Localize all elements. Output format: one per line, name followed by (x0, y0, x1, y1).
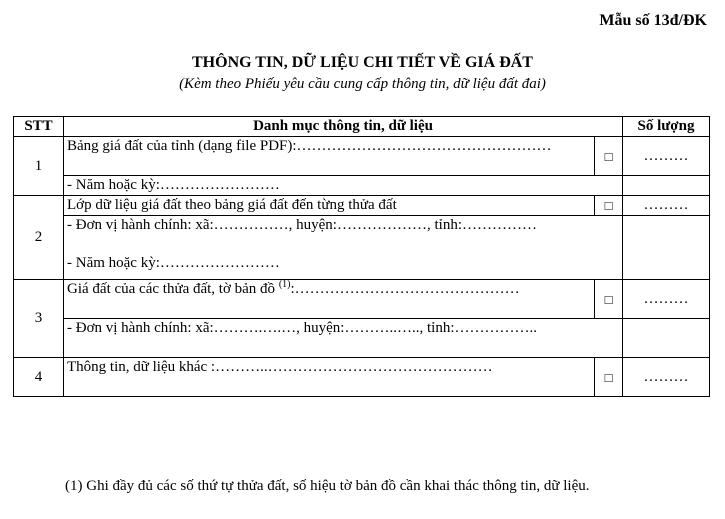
row-number: 3 (14, 280, 64, 358)
quantity-field[interactable]: ……… (623, 196, 710, 216)
table-row (14, 196, 710, 216)
checkbox[interactable]: □ (595, 137, 623, 176)
document-title: THÔNG TIN, DỮ LIỆU CHI TIẾT VỀ GIÁ ĐẤT (192, 54, 533, 71)
checkbox[interactable]: □ (595, 280, 623, 319)
quantity-field[interactable]: ……… (623, 280, 710, 319)
document-subtitle: (Kèm theo Phiếu yêu cầu cung cấp thông tin, dữ liệu đất đai) (179, 76, 546, 92)
item-description: Bảng giá đất của tỉnh (dạng file PDF):…………………………………………… (64, 137, 595, 176)
row-number: 2 (14, 196, 64, 280)
quantity-empty-cell (623, 319, 710, 358)
table-row (14, 358, 710, 397)
footnote-marker: (1) (278, 279, 291, 290)
item-period: - Năm hoặc kỳ:…………………… (64, 176, 623, 196)
item-period: - Năm hoặc kỳ:…………………… (67, 255, 280, 271)
table-row (14, 137, 710, 176)
table-row (14, 319, 710, 358)
form-number: Mẫu số 13đ/ĐK (599, 12, 707, 29)
quantity-empty-cell (623, 216, 710, 280)
header-stt: STT (14, 117, 64, 137)
item-description: Lớp dữ liệu giá đất theo bảng giá đất đến từng thửa đất (64, 196, 595, 216)
row-number: 1 (14, 137, 64, 196)
item-description-tail: :……………………………………… (290, 281, 520, 297)
quantity-field[interactable]: ……… (623, 137, 710, 176)
quantity-empty-cell (623, 176, 710, 196)
table-row (14, 216, 710, 280)
header-category: Danh mục thông tin, dữ liệu (64, 117, 623, 137)
item-admin-unit (64, 216, 623, 280)
checkbox[interactable]: □ (595, 358, 623, 397)
data-request-table (13, 116, 710, 397)
quantity-field[interactable]: ……… (623, 358, 710, 397)
header-quantity: Số lượng (623, 117, 710, 137)
item-description (64, 280, 595, 319)
table-header-row (14, 117, 710, 137)
admin-unit-line: - Đơn vị hành chính: xã:……………, huyện:………………, tỉnh:…………… (67, 217, 537, 233)
checkbox[interactable]: □ (595, 196, 623, 216)
item-description: Thông tin, dữ liệu khác :………..……………………………………… (64, 358, 595, 397)
item-admin-unit: - Đơn vị hành chính: xã:……….….…, huyện:………..….., tỉnh:…………….. (64, 319, 623, 358)
row-number: 4 (14, 358, 64, 397)
table-row (14, 176, 710, 196)
item-description-text: Giá đất của các thửa đất, tờ bản đồ (67, 281, 276, 297)
footnote: (1) Ghi đầy đủ các số thứ tự thửa đất, số hiệu tờ bản đồ cần khai thác thông tin, dữ liệu. (65, 478, 590, 494)
table-row (14, 280, 710, 319)
